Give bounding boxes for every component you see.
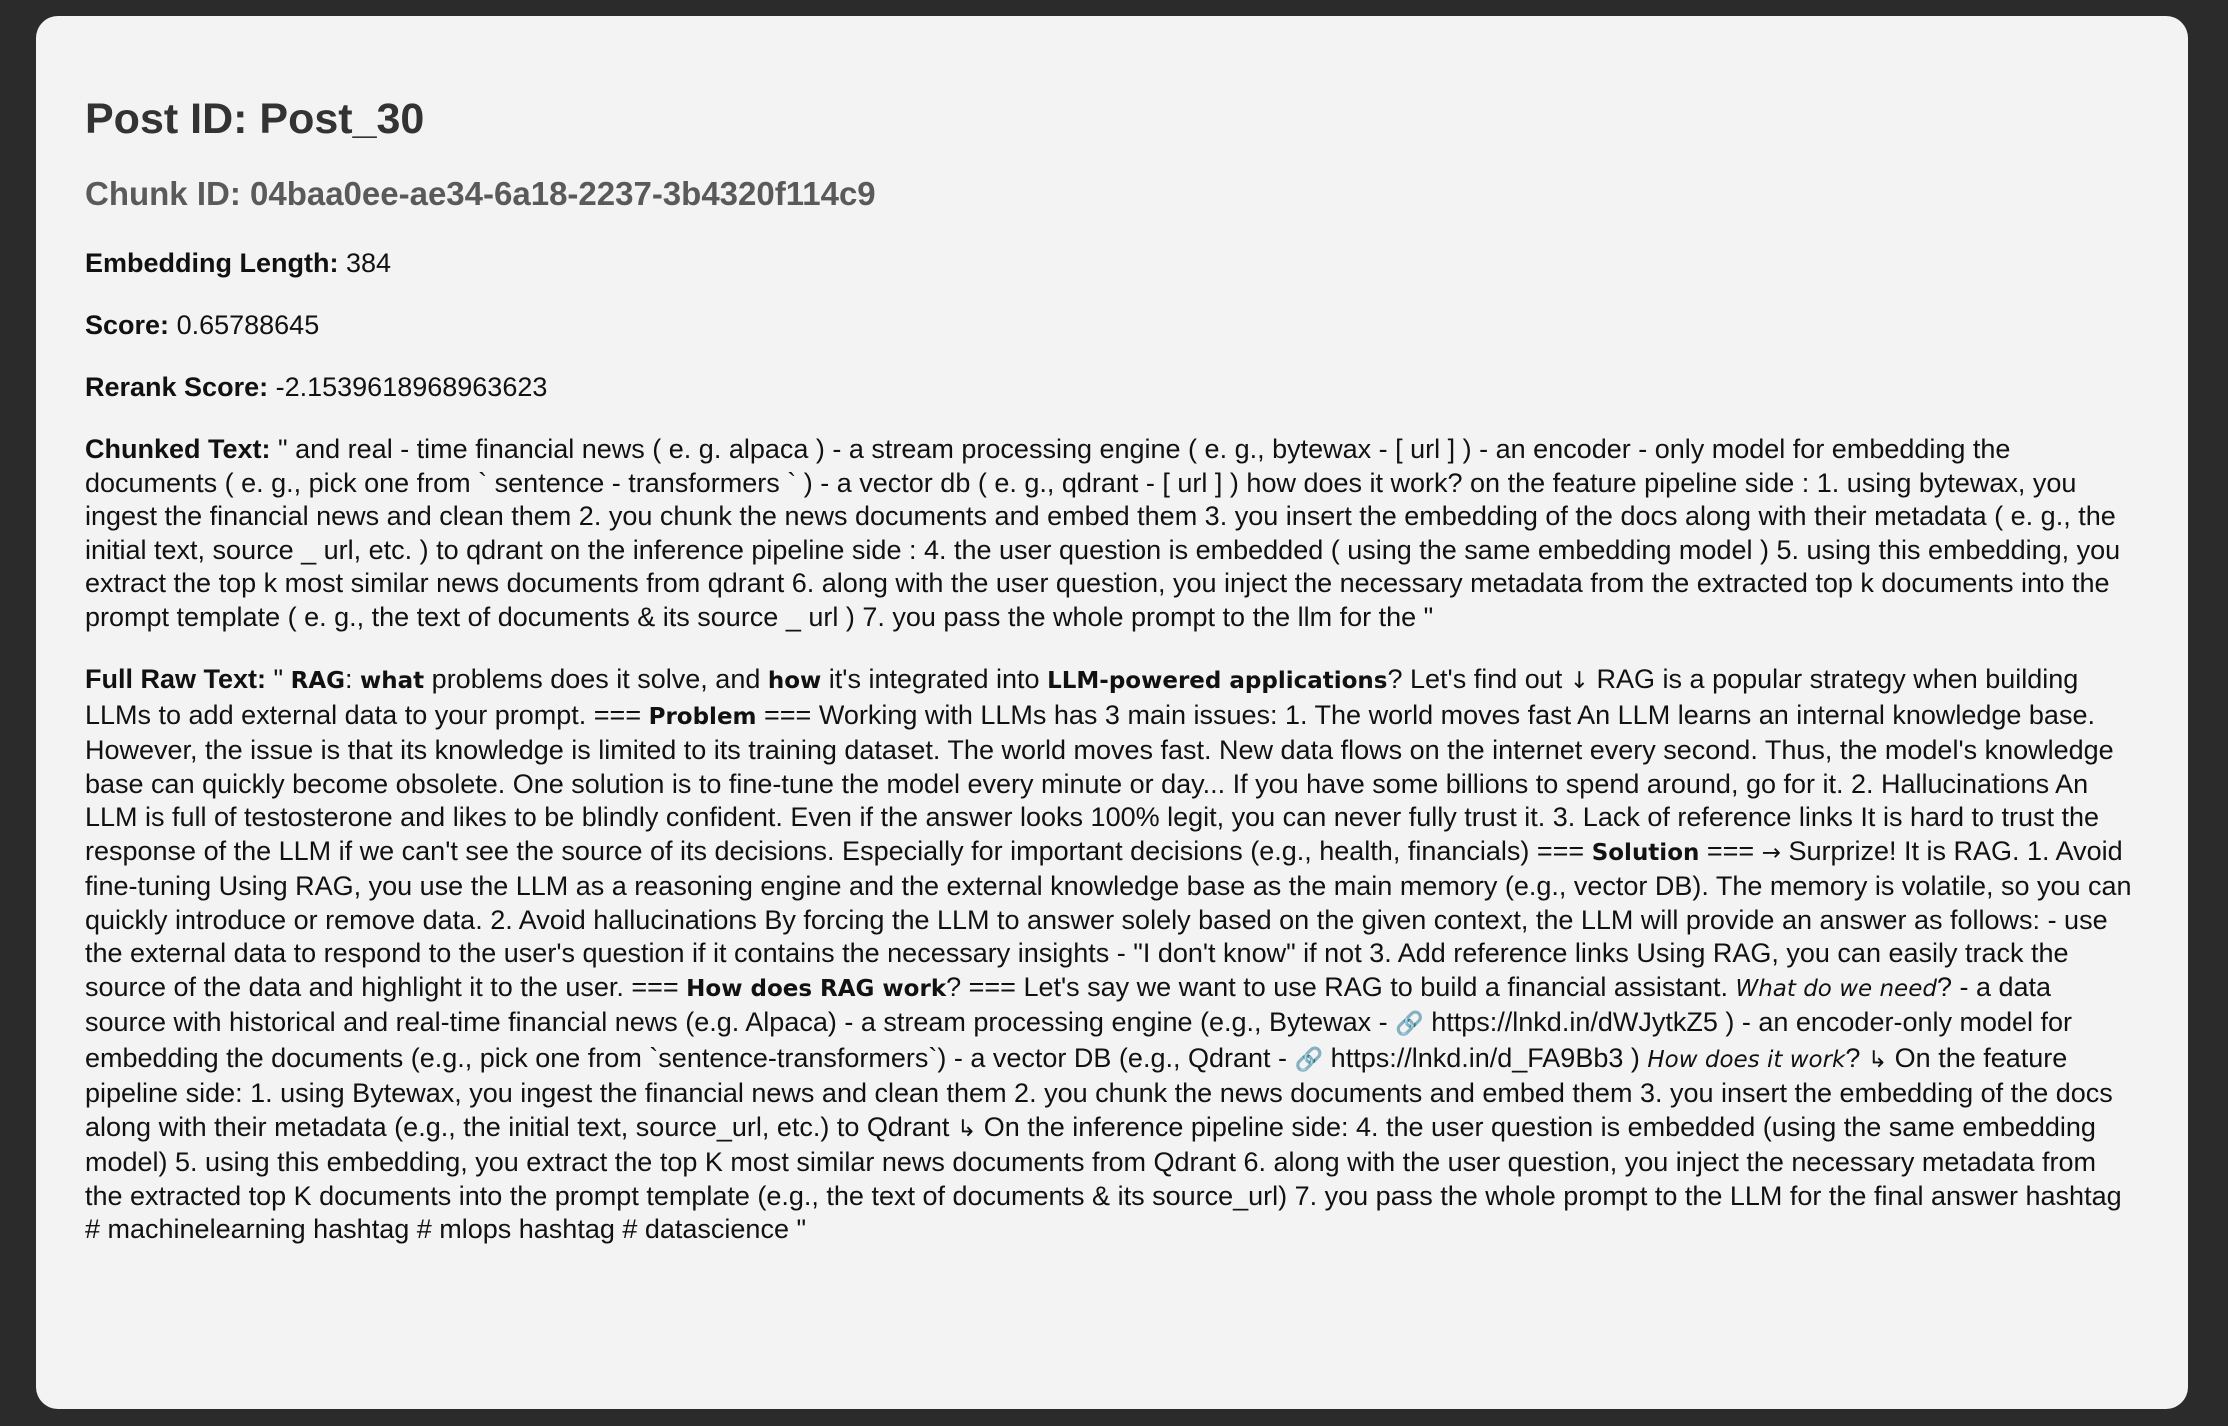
link-bytewax[interactable]: https://lnkd.in/dWJytkZ5	[1431, 1007, 1718, 1038]
raw-text-9: ? === Let's say we want to use RAG to build a financial assistant.	[946, 971, 1736, 1002]
raw-text-14: On the feature pipeline side: 1. using Bytewax, you ingest the financial news and clean them 2. you chunk the news documents and embed them 3. you insert the embedding of the docs along with their metadata (e.g., the initial text, source_url, etc.) to Qdrant	[85, 1042, 2113, 1142]
raw-solution-bold: Solution	[1591, 839, 1700, 866]
arrow-down-icon: ↓	[1569, 668, 1590, 695]
embedding-length-label: Embedding Length:	[85, 248, 339, 279]
score-value: 0.65788645	[176, 310, 320, 341]
link-icon: 🔗	[1294, 1046, 1324, 1073]
hook-arrow-icon: ↳	[956, 1115, 977, 1142]
raw-text-15: On the inference pipeline side: 4. the user question is embedded (using the same embedding model) 5. using this embedding, you extract the top K most similar news documents from Qdrant 6. along with the user question, you inject the necessary metadata from the extracted top K documents into the prompt template (e.g., the text of documents & its source_url) 7. you pass the whole prompt to the LLM for the final answer hashtag # machinelearning hashtag # mlops hashtag # datascience "	[85, 1111, 2122, 1245]
link-qdrant[interactable]: https://lnkd.in/d_FA9Bb3	[1330, 1042, 1624, 1073]
raw-how-rag-bold: How does RAG work	[686, 975, 947, 1002]
raw-text-7: ===	[1699, 835, 1762, 866]
raw-text-4: ? Let's find out	[1387, 664, 1570, 695]
raw-what-need-italic: What do we need	[1735, 975, 1937, 1002]
raw-text-5: RAG is a popular strategy when building LLMs to add external data to your prompt. ===	[85, 664, 2079, 730]
raw-text-3: it's integrated into	[821, 664, 1048, 695]
embedding-length-field	[85, 247, 2139, 280]
raw-what-bold: what	[360, 668, 425, 695]
arrow-right-icon: →	[1761, 839, 1781, 866]
rerank-score-value: -2.1539618968963623	[275, 372, 548, 403]
post-card	[36, 16, 2188, 1409]
full-raw-text-field	[85, 663, 2139, 1247]
chunked-text-value: " and real - time financial news ( e. g. alpaca ) - a stream processing engine ( e. g., bytewax - [ url ] ) - an encoder - only model for embedding the documents ( e. g., pick one from ` sentence - transformers ` ) - a vector db ( e. g., qdrant - [ url ] ) how does it work? on the feature pipeline side : 1. using bytewax, you ingest the financial news and clean them 2. you chunk the news documents and embed them 3. you insert the embedding of the docs along with their metadata ( e. g., the initial text, source _ url, etc. ) to qdrant on the inference pipeline side : 4. the user question is embedded ( using the same embedding model ) 5. using this embedding, you extract the top k most similar news documents from qdrant 6. along with the user question, you inject the necessary metadata from the extracted top k documents into the prompt template ( e. g., the text of documents & its source _ url ) 7. you pass the whole prompt to the llm for the "	[85, 434, 2121, 632]
raw-how-work-italic: How does it work	[1647, 1046, 1846, 1073]
raw-problem-bold: Problem	[648, 703, 757, 730]
raw-text-1: :	[345, 664, 361, 695]
raw-rag-bold: RAG	[290, 668, 346, 695]
raw-text-8: Surprize! It is RAG. 1. Avoid fine-tuning Using RAG, you use the LLM as a reasoning engine and the external knowledge base as the main memory (e.g., vector DB). The memory is volatile, so you can quickly introduce or remove data. 2. Avoid hallucinations By forcing the LLM to answer solely based on the given context, the LLM will provide an answer as follows: - use the external data to respond to the user's question if it contains the necessary insights - "I don't know" if not 3. Add reference links Using RAG, you can easily track the source of the data and highlight it to the user. ===	[85, 835, 2132, 1002]
chunked-text-label: Chunked Text:	[85, 434, 271, 465]
raw-text-13: ?	[1845, 1042, 1868, 1073]
rerank-score-field	[85, 371, 2139, 404]
raw-text-10: ? - a data source with historical and real-time financial news (e.g. Alpaca) - a stream processing engine (e.g., Bytewax -	[85, 971, 2052, 1038]
full-raw-text-label: Full Raw Text:	[85, 664, 267, 695]
embedding-length-value: 384	[345, 248, 392, 279]
raw-text-2: problems does it solve, and	[424, 664, 768, 695]
raw-text-12: )	[1623, 1042, 1648, 1073]
score-field	[85, 309, 2139, 342]
hook-arrow-icon: ↳	[1867, 1046, 1888, 1073]
post-id-heading: Post ID: Post_30	[85, 95, 425, 143]
link-icon: 🔗	[1395, 1011, 1424, 1038]
raw-how-bold: how	[767, 668, 822, 695]
raw-open-quote: "	[273, 664, 291, 695]
score-label: Score:	[85, 310, 170, 341]
raw-llm-apps-bold: LLM-powered applications	[1047, 668, 1388, 695]
raw-text-11: ) - an encoder-only model for embedding the documents (e.g., pick one from `sentence-transformers`) - a vector DB (e.g., Qdrant -	[85, 1007, 2073, 1073]
chunked-text-field	[85, 433, 2139, 634]
chunk-id-heading: Chunk ID: 04baa0ee-ae34-6a18-2237-3b4320f114c9	[85, 174, 876, 212]
raw-text-6: === Working with LLMs has 3 main issues: 1. The world moves fast An LLM learns an internal knowledge base. However, the issue is that its knowledge is limited to its training dataset. The world moves fast. New data flows on the internet every second. Thus, the model's knowledge base can quickly become obsolete. One solution is to fine-tune the model every minute or day... If you have some billions to spend around, go for it. 2. Hallucinations An LLM is full of testosterone and likes to be blindly confident. Even if the answer looks 100% legit, you can never fully trust it. 3. Lack of reference links It is hard to trust the response of the LLM if we can't see the source of its decisions. Especially for important decisions (e.g., health, financials) ===	[85, 699, 2114, 866]
rerank-score-label: Rerank Score:	[85, 372, 269, 403]
